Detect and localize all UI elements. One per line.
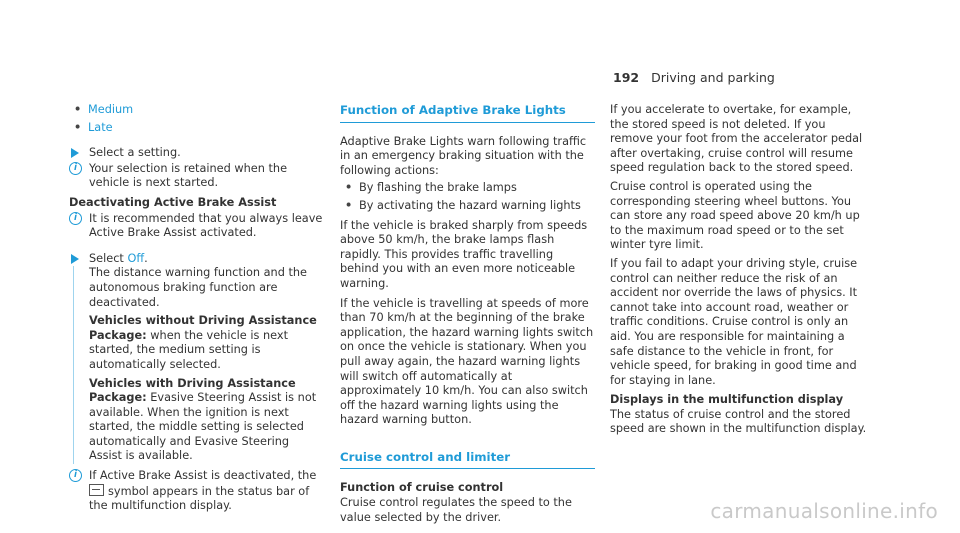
abl-para1: If the vehicle is braked sharply from speeds above 50 km/h, the brake lamps flash rapidly. This provides traffic travelling behind you with an even more noticeable warning. <box>340 218 588 290</box>
cruise-para3: If you fail to adapt your driving style, cruise control can neither reduce the risk of an accident nor override the laws of physics. It cannot take into account road, weather or traffic conditions. Cruise control is only an aid. You are responsible for maintaining a safe distance to the vehicle in front, for vehicle speed, for braking in good time and for staying in lane. <box>610 256 858 387</box>
section-heading-abl: Function of Adaptive Brake Lights <box>340 103 595 123</box>
list-item-late: • Late <box>69 121 323 136</box>
without-das: Vehicles without Driving Assistance Package: when the vehicle is next started, the medium setting is automatically selected. <box>89 314 317 371</box>
abl-bullet-flash: • By flashing the brake lamps <box>340 181 595 196</box>
watermark: carmanualsonline.info <box>710 499 938 523</box>
section-title: Driving and parking <box>651 70 775 85</box>
heading-deactivating: Deactivating Active Brake Assist <box>69 195 277 209</box>
column-right <box>610 103 870 437</box>
section-heading-cruise: Cruise control and limiter <box>340 450 595 470</box>
step-arrow-icon <box>71 148 79 158</box>
step-details <box>73 266 323 464</box>
abl-para2: If the vehicle is travelling at speeds of more than 70 km/h at the beginning of the brake application, the hazard warning lights switch on once the vehicle is stationary. When you pull away again, the hazard warning lights will switch off automatically at approximately 10 km/h. You can also switch off the hazard warning lights using the hazard warning button. <box>340 296 594 427</box>
page-number: 192 <box>613 70 640 85</box>
cruise-text: Cruise control regulates the speed to the value selected by the driver. <box>340 496 572 524</box>
page-header <box>613 70 775 85</box>
cruise-para1: If you accelerate to overtake, for example, the stored speed is not deleted. If you remove your foot from the accelerator pedal after overtaking, cruise control will resume speed regulation back to the stored speed. <box>610 103 863 175</box>
note-deactivated: i If Active Brake Assist is deactivated, the symbol appears in the status bar of the multifunction display. <box>69 469 323 514</box>
step-desc: The distance warning function and the autonomous braking function are deactivated. <box>89 266 308 309</box>
info-icon: i <box>69 162 82 175</box>
cruise-para4: The status of cruise control and the stored speed are shown in the multifunction display. <box>610 407 867 436</box>
column-left <box>69 103 323 514</box>
brake-assist-off-icon <box>89 484 104 496</box>
heading-displays: Displays in the multifunction display <box>610 393 844 407</box>
list-item-medium: • Medium <box>69 103 323 118</box>
column-middle <box>340 103 595 525</box>
step-arrow-icon <box>71 254 79 264</box>
note-recommended: i It is recommended that you always leave Active Brake Assist activated. <box>69 212 323 241</box>
heading-function-cruise: Function of cruise control <box>340 481 504 495</box>
step-select-off: Select Off. <box>69 252 323 267</box>
abl-intro: Adaptive Brake Lights warn following traffic in an emergency braking situation with the following actions: <box>340 134 587 177</box>
off-option: Off <box>127 251 145 265</box>
step-select-setting: Select a setting. <box>69 146 323 161</box>
note-selection: i Your selection is retained when the vehicle is next started. <box>69 162 323 191</box>
info-icon: i <box>69 469 82 482</box>
info-icon: i <box>69 212 82 225</box>
cruise-para2: Cruise control is operated using the corresponding steering wheel buttons. You can store any road speed above 20 km/h up to the maximum road speed or to the set winter tyre limit. <box>610 179 860 252</box>
with-das: Vehicles with Driving Assistance Package: Evasive Steering Assist is not available. When the ignition is next started, the middle setting is selected automatically and Evasive Steering Assist is available. <box>89 376 317 463</box>
abl-bullet-hazard: • By activating the hazard warning lights <box>340 199 595 214</box>
